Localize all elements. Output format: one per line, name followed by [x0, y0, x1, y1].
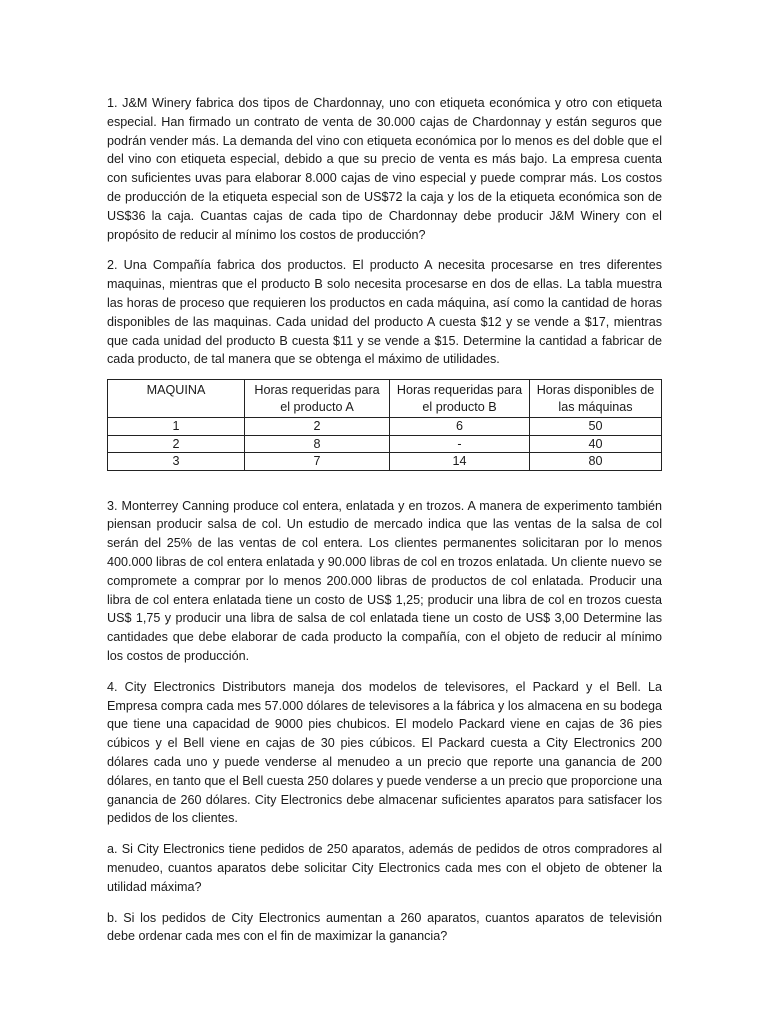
- table-cell: 8: [245, 435, 390, 453]
- table-cell: 2: [108, 435, 245, 453]
- problem-4-text: 4. City Electronics Distributors maneja dos modelos de televisores, el Packard y el Bell. La Empresa compra cada mes 57.000 dólares de televisores a la fábrica y los almacena en su bodega que tiene una capacidad de 9000 pies chubicos. El modelo Packard viene en cajas de 36 pies cúbicos y el Bell viene en cajas de 30 pies cúbicos. El Packard cuesta a City Electronics 200 dólares cada uno y puede venderse al menudeo a un precio que reporte una ganancia de 200 dólares, en tanto que el Bell cuesta 250 dolares y puede venderse a un precio que proporcione una ganancia de 260 dólares. City Electronics debe almacenar suficientes aparatos para satisfacer los pedidos de los clientes.: [107, 679, 662, 826]
- table-cell: 7: [245, 453, 390, 471]
- table-cell: 3: [108, 453, 245, 471]
- problem-4a-text: a. Si City Electronics tiene pedidos de 250 aparatos, además de pedidos de otros compradores al menudeo, cuantos aparatos debe solicitar City Electronics cada mes con el objeto de obtener la utilidad máxima?: [107, 842, 662, 894]
- table-header-cell: MAQUINA: [108, 380, 245, 418]
- table-header-cell: Horas requeridas para el producto B: [390, 380, 530, 418]
- table-cell: 14: [390, 453, 530, 471]
- table-cell: 2: [245, 418, 390, 436]
- problem-1-text: 1. J&M Winery fabrica dos tipos de Chardonnay, uno con etiqueta económica y otro con etiqueta especial. Han firmado un contrato de venta de 30.000 cajas de Chardonnay y están seguros que podrán vender más. La demanda del vino con etiqueta económica por lo menos es del doble que el del vino con etiqueta especial, debido a que su precio de venta es más bajo. La empresa cuenta con suficientes uvas para elaborar 8.000 cajas de vino especial y puede comprar más. Los costos de producción de la etiqueta especial son de US$72 la caja y los de la etiqueta económica son de US$36 la caja. Cuantas cajas de cada tipo de Chardonnay debe producir J&M Winery con el propósito de reducir al mínimo los costos de producción?: [107, 96, 662, 242]
- table-cell: 6: [390, 418, 530, 436]
- problem-4b-text: b. Si los pedidos de City Electronics aumentan a 260 aparatos, cuantos aparatos de televisión debe ordenar cada mes con el fin de maximizar la ganancia?: [107, 910, 662, 944]
- table-header-cell: Horas disponibles de las máquinas: [530, 380, 662, 418]
- table-cell: 40: [530, 435, 662, 453]
- table-cell: 50: [530, 418, 662, 436]
- table-cell: -: [390, 435, 530, 453]
- table-cell: 1: [108, 418, 245, 436]
- table-header-cell: Horas requeridas para el producto A: [245, 380, 390, 418]
- table-row: [108, 453, 662, 471]
- problem-2-text: 2. Una Compañía fabrica dos productos. El producto A necesita procesarse en tres diferentes maquinas, mientras que el producto B solo necesita procesarse en dos de ellas. La tabla muestra las horas de proceso que requieren los productos en cada máquina, así como la cantidad de horas disponibles de las maquinas. Cada unidad del producto A cuesta $12 y se vende a $17, mientras que cada unidad del producto B cuesta $11 y se vende a $15. Determine la cantidad a fabricar de cada producto, de tal manera que se obtenga el máximo de utilidades.: [107, 258, 662, 367]
- table-cell: 80: [530, 453, 662, 471]
- table-row: [108, 435, 662, 453]
- problem-3-text: 3. Monterrey Canning produce col entera, enlatada y en trozos. A manera de experimento también piensan producir salsa de col. Un estudio de mercado indica que las ventas de la salsa de col serán del 25% de las ventas de col entera. Los clientes permanentes solicitaran por lo menos 400.000 libras de col entera enlatada y 90.000 libras de col en trozos enlatada. Un cliente nuevo se compromete a comprar por lo menos 200.000 libras de productos de col enlatada. Producir una libra de col entera enlatada tiene un costo de US$ 1,25; producir una libra de col en trozos cuesta US$ 1,75 y producir una libra de salsa de col enlatada tiene un costo de US$ 3,00 Determine las cantidades que debe elaborar de cada producto la compañía, con el objeto de reducir al mínimo los costos de producción.: [107, 498, 662, 664]
- table-row: [108, 418, 662, 436]
- machine-hours-table: [107, 379, 662, 471]
- table-header-row: [108, 380, 662, 418]
